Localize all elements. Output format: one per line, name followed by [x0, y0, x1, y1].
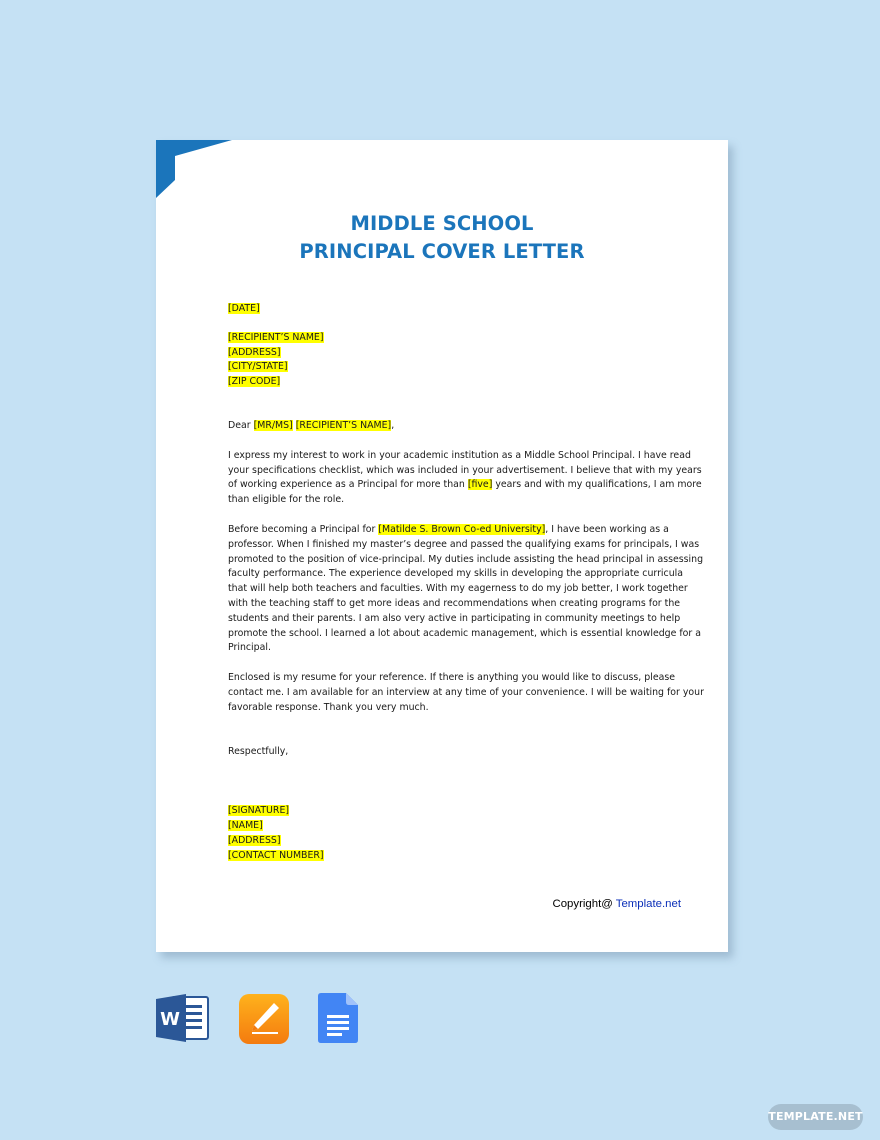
template-net-badge[interactable]: TEMPLATE.NET	[768, 1104, 863, 1130]
sender-name-placeholder: [NAME]	[228, 820, 263, 832]
copyright-notice: Copyright@ Template.net	[552, 898, 681, 910]
paragraph-3: Enclosed is my resume for your reference. If there is anything you would like to discuss, please contact me. I am available for an interview at any time of your convenience. I will be waiting for your favorable response. Thank you very much.	[228, 672, 704, 713]
closing: Respectfully,	[228, 745, 289, 757]
paragraph-1: I express my interest to work in your academic institution as a Middle School Principal. I have read your specifications checklist, which was included in your advertisement. I believe that with my years of working experience as a Principal for more than [five] years and with my qualifications, I am more than eligible for the role.	[228, 449, 702, 506]
title-line-1: MIDDLE SCHOOL	[350, 212, 534, 235]
recipient-name-placeholder: [RECIPIENT’S NAME]	[228, 331, 324, 343]
date-placeholder: [DATE]	[228, 303, 260, 314]
years-placeholder: [five]	[467, 479, 493, 491]
signature-placeholder: [SIGNATURE]	[228, 805, 290, 817]
recipient-address-placeholder: [ADDRESS]	[228, 346, 281, 358]
school-name-placeholder: [Matilde S. Brown Co-ed University]	[378, 523, 546, 535]
letter-body	[228, 302, 704, 864]
letter-page	[156, 140, 728, 952]
google-docs-icon[interactable]	[318, 993, 358, 1043]
salutation: Dear [MR/MS] [RECIPIENT’S NAME],	[228, 419, 395, 431]
sender-address-placeholder: [ADDRESS]	[228, 834, 281, 846]
recipient-city-state-placeholder: [CITY/STATE]	[228, 361, 288, 373]
word-icon[interactable]	[156, 993, 210, 1043]
contact-number-placeholder: [CONTACT NUMBER]	[228, 849, 324, 861]
title-line-2: PRINCIPAL COVER LETTER	[299, 240, 585, 263]
salutation-title-placeholder: [MR/MS]	[253, 419, 293, 431]
recipient-zip-placeholder: [ZIP CODE]	[228, 376, 281, 388]
pages-icon[interactable]	[238, 993, 290, 1045]
corner-decoration-icon	[156, 140, 232, 198]
page-title	[156, 210, 728, 266]
svg-text:W: W	[160, 1009, 180, 1030]
salutation-name-placeholder: [RECIPIENT’S NAME]	[295, 419, 392, 431]
template-net-link[interactable]: Template.net	[615, 898, 681, 910]
paragraph-2: Before becoming a Principal for [Matilde S. Brown Co-ed University], I have been working as a professor. When I finished my master’s degree and passed the qualifying exams for principals, I was promoted to the position of vice-principal. My duties include assisting the head principal in assessing faculty performance. The experience developed my skills in developing the appropriate curricula that will help both teachers and faculties. With my eagerness to do my job better, I work together with the teaching staff to get more ideas and recommendations when creating programs for the students and their parents. I am also very active in participating in community meetings to help promote the school. I learned a lot about academic management, which is essential knowledge for a Principal.	[228, 523, 704, 654]
